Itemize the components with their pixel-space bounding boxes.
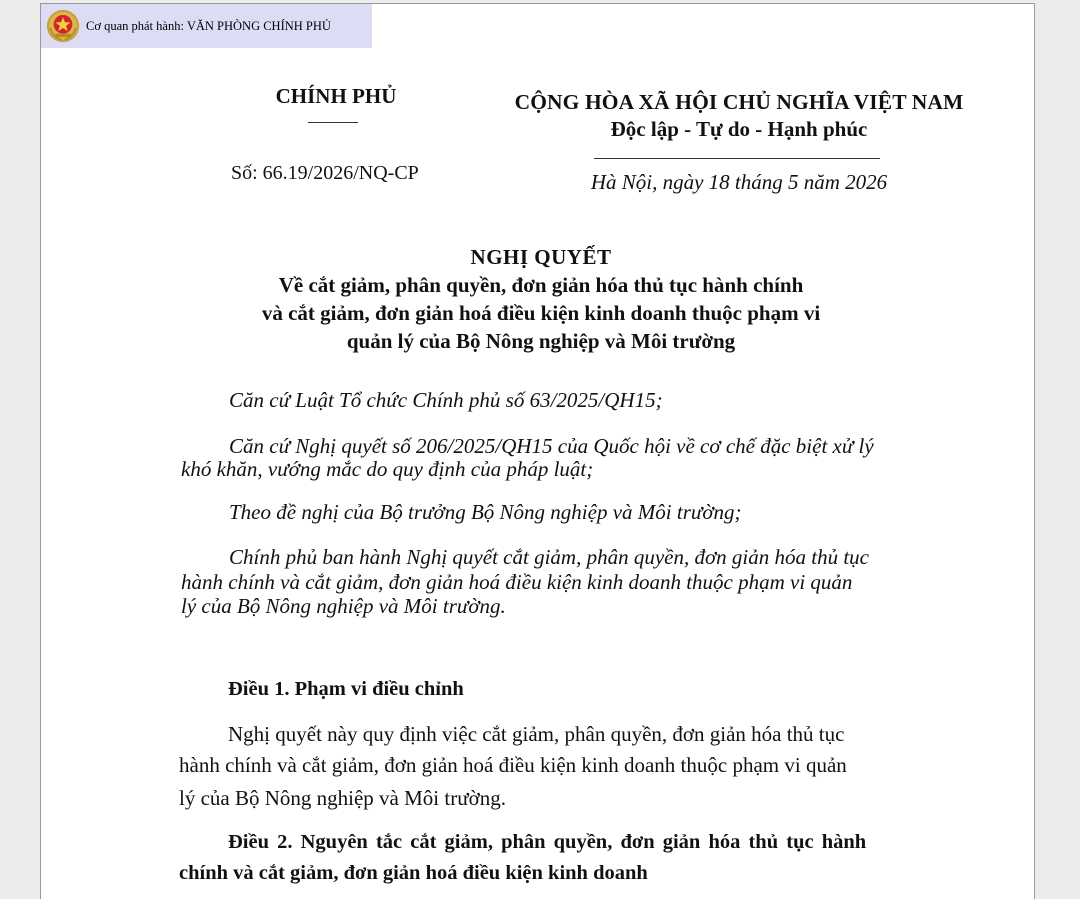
article-1-body-line: lý của Bộ Nông nghiệp và Môi trường. — [179, 786, 506, 810]
agency-underline — [308, 122, 358, 123]
enactment-line: lý của Bộ Nông nghiệp và Môi trường. — [181, 594, 506, 618]
issuer-bar — [41, 4, 372, 48]
subtitle-line: Về cắt giảm, phân quyền, đơn giản hóa thủ tục hành chính — [278, 273, 804, 297]
document-type: NGHỊ QUYẾT — [470, 245, 612, 269]
issuer-line — [86, 19, 331, 34]
legal-basis-2-line: Căn cứ Nghị quyết số 206/2025/QH15 của Quốc hội về cơ chế đặc biệt xử lý — [229, 434, 874, 458]
enactment-line: Chính phủ ban hành Nghị quyết cắt giảm, phân quyền, đơn giản hóa thủ tục — [229, 545, 869, 569]
national-emblem-icon — [46, 9, 80, 43]
article-1-body-line: Nghị quyết này quy định việc cắt giảm, phân quyền, đơn giản hóa thủ tục — [228, 722, 845, 746]
legal-basis-2-line: khó khăn, vướng mắc do quy định của pháp luật; — [181, 457, 594, 481]
article-2-title-line: chính và cắt giảm, đơn giản hoá điều kiện kinh doanh — [179, 862, 648, 884]
issuing-agency: CHÍNH PHỦ — [275, 84, 397, 108]
legal-basis-1: Căn cứ Luật Tổ chức Chính phủ số 63/2025/QH15; — [229, 388, 663, 412]
document-number: Số: 66.19/2026/NQ-CP — [231, 162, 419, 184]
proposal-line: Theo đề nghị của Bộ trưởng Bộ Nông nghiệp và Môi trường; — [229, 500, 742, 524]
document-page — [40, 3, 1035, 899]
national-motto: Độc lập - Tự do - Hạnh phúc — [610, 117, 868, 141]
article-1-body-line: hành chính và cắt giảm, đơn giản hoá điều kiện kinh doanh thuộc phạm vi quản — [179, 753, 847, 777]
nation-name: CỘNG HÒA XÃ HỘI CHỦ NGHĨA VIỆT NAM — [514, 90, 964, 114]
article-2-title-line: Điều 2. Nguyên tắc cắt giảm, phân quyền, đơn giản hóa thủ tục hành — [228, 831, 867, 853]
subtitle-line: và cắt giảm, đơn giản hoá điều kiện kinh doanh thuộc phạm vi — [261, 301, 821, 325]
enactment-line: hành chính và cắt giảm, đơn giản hoá điều kiện kinh doanh thuộc phạm vi quản — [181, 570, 853, 594]
subtitle-line: quản lý của Bộ Nông nghiệp và Môi trường — [346, 329, 736, 353]
issue-date: Hà Nội, ngày 18 tháng 5 năm 2026 — [590, 170, 888, 194]
issuer-name: VĂN PHÒNG CHÍNH PHỦ — [186, 18, 331, 33]
article-1-title: Điều 1. Phạm vi điều chỉnh — [228, 678, 464, 700]
motto-underline — [594, 158, 880, 159]
issuer-label: Cơ quan phát hành: — [86, 18, 184, 33]
